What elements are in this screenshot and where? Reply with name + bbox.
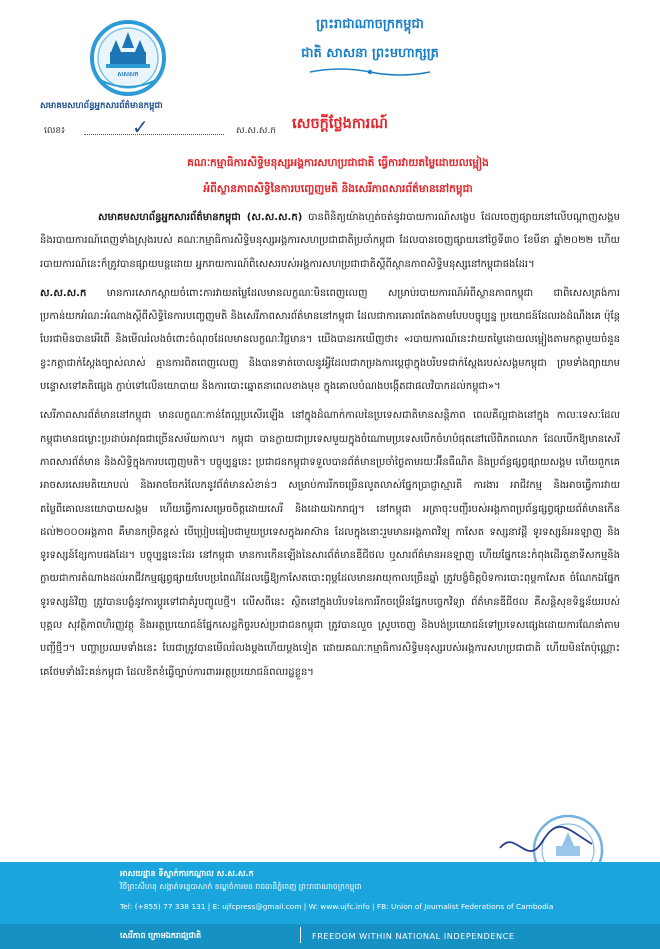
footer-slogan-kh: សេរីភាព ក្រោមឯករាជ្យជាតិ bbox=[120, 931, 202, 940]
footer-slogan-en: FREEDOM WITHIN NATIONAL INDEPENDENCE bbox=[312, 931, 515, 941]
statement-body bbox=[40, 206, 620, 690]
national-motto: ជាតិ សាសនា ព្រះមហាក្សត្រ bbox=[301, 46, 439, 61]
org-name: សមាគមសហព័ន្ធអ្នកសារព័ត៌មានកម្ពុជា bbox=[40, 101, 163, 111]
handwritten-check-icon: ✓ bbox=[132, 115, 149, 139]
kingdom-name: ព្រះរាជាណាចក្រកម្ពុជា bbox=[316, 17, 424, 32]
paragraph-lead: សមាគមសហព័ន្ធអ្នកសារព័ត៌មានកម្ពុជា (ស.ស.ស.ក) bbox=[98, 212, 303, 223]
footer-contact: Tel: (+855) 77 338 131 | E: ujfcpress@gmail.com | W: www.ujfc.info | FB: Union of Journalist Federations of Cambodia bbox=[120, 902, 554, 911]
footer-office-label: អាសយដ្ឋាន ទីស្នាក់ការកណ្តាល ស.ស.ស.ក bbox=[120, 869, 254, 878]
reference-code: ស.ស.ស.ក bbox=[236, 126, 277, 136]
kingdom-header bbox=[200, 16, 540, 64]
paragraph-2 bbox=[40, 282, 620, 398]
footer-address: វិថីព្រះសីហនុ សង្កាត់ទន្លេបាសាក់ ខណ្ឌចំការមន រាជធានីភ្នំពេញ ព្រះរាជាណាចក្រកម្ពុជា bbox=[120, 882, 362, 891]
ornament-divider-icon bbox=[300, 66, 440, 78]
reference-label: លេខ៖ bbox=[44, 126, 66, 136]
logo-text: សសសក bbox=[117, 71, 139, 78]
document-subtitle bbox=[78, 150, 598, 202]
paragraph-lead: ស.ស.ស.ក bbox=[40, 287, 87, 299]
union-logo bbox=[78, 18, 178, 98]
footer bbox=[0, 862, 660, 949]
subtitle-line: អំពីស្ថានភាពសិទ្ធិនៃការបញ្ចេញមតិ និងសេរីភាពសារព័ត៌មាននៅកម្ពុជា bbox=[203, 183, 473, 195]
footer-separator bbox=[300, 927, 301, 943]
subtitle-line: គណៈកម្មាធិការសិទ្ធិមនុស្សអង្គការសហប្រជាជាតិ ធ្វើការវាយតម្លៃដោយលម្អៀង bbox=[187, 157, 489, 169]
paragraph-3 bbox=[40, 404, 620, 684]
document-title: សេចក្តីថ្លែងការណ៍ bbox=[292, 116, 388, 132]
paragraph-text: មានការសោកស្តាយចំពោះការវាយតម្លៃដែលមានលក្ខណៈមិនពេញលេញ សម្រាប់របាយការណ៍អំពីស្ថានភាពកម្ពុជា ជាពិសេសត្រង់ការប្រកាន់យកអំណះអំណាងស្តីពីសិទ្ធិនៃការបញ្ចេញមតិ និងសេរីភាពសារព័ត៌មាននៅកម្ពុជា ដែលជាការគោរពតែងតាមបែបបច្ចុប្បន្ន ប្រយោជន៍ដែលរងដំណឹងគេ ប៉ុន្តែបែរជាមិនបានអើពើ និងមើលរំលងចំពោះចំណុចដែលមានលក្ខណៈវិជ្ជមាន។ យើងបានរកឃើញថា៖ «របាយការណ៍នេះវាយតម្លៃដោយលម្អៀងតាមកត្តាមួយចំនួនខ្វះកត្តាជាក់ស្តែងច្បាស់លាស់ គ្មានការពិតពេញលេញ និងបានទាត់ចោលនូវអ្វីដែលជាកម្រងការប្តេជ្ញាក្នុងបរិបទជាក់ស្តែងរបស់សង្គមកម្ពុជា ព្រមទាំងព្យាយាមបន្ទោសទៅគតិផ្សេង ភ្ជាប់ទៅលើនយោបាយ និងការបោះឆ្នោតនាពេលខាងមុខ ក្នុងគោលបំណងបង្កើតជាផលវិបាកដល់កម្ពុជា»។ bbox=[40, 287, 620, 393]
paragraph-1 bbox=[40, 206, 620, 276]
paragraph-text: សេរីភាពសារព័ត៌មាននៅកម្ពុជា មានលក្ខណៈកាន់តែល្អប្រសើរឡើង នៅក្នុងដំណាក់កាលនៃប្រទេសជាតិមានសន្តិភាព ពេលគឺល្អជាងនៅក្នុង កាលៈទេសៈដែលកម្ពុជាមានជម្លោះប្រដាប់អាវុធជាច្រើនសម័យកាល។ កម្ពុជា បានក្លាយជាប្រទេសមួយក្នុងចំណោមប្រទេសបើកចំហបំផុតនៅលើពិភពលោក ដែលបើកឱ្យមានសេរីភាពសារព័ត៌មាន និងសិទ្ធិក្នុងការបញ្ចេញមតិ។ បច្ចុប្បន្ននេះ ប្រជាជនកម្ពុជាទទួលបានព័ត៌មានប្រចាំថ្ងៃតាមរយៈអ៊ីនធឺណិត និងប្រព័ន្ធផ្សព្វផ្សាយសង្គម ហើយពួកគេអាចសរសេរមតិយោបល់ និងអាចចែករំលែកនូវព័ត៌មានសំខាន់ៗ សម្រាប់ការរីកចម្រើនលូតលាស់ផ្នែកប្រាជ្ញាស្មារតី ការងារ អាជីវកម្ម និងអាចធ្វើការវាយតម្លៃពីគោលនយោបាយសង្គម ហើយធ្វើការសម្រេចចិត្តដោយសេរី និងដោយឯករាជ្យ។ នៅកម្ពុជា អត្រាចុះបញ្ជីរបស់អង្គភាពប្រព័ន្ធផ្សព្វផ្សាយព័ត៌មានកើនដល់២០០០អង្គភាព គឺមានកម្រិតខ្ពស់ បើប្រៀបធៀបជាមួយប្រទេសក្នុងអាស៊ាន ដែលក្នុងនោះរួមមានអង្គភាពវិទ្យុ កាសែត ទស្សនាវដ្តី ទូរទស្សន៍អនឡាញ និងទូរទស្សន៍ខ្សែកាបផងដែរ។ បច្ចុប្បន្ននេះដែរ នៅកម្ពុជា មានការកើនឡើងនៃសារព័ត៌មានឌីជីថល ឬសារព័ត៌មានអនឡាញ ហើយផ្នែកនេះកំពុងដើរតួនាទីសកម្មនិងក្លាយជាការតំណាងដល់អាជីវកម្មផ្សព្វផ្សាយបែបប្រពៃណីដែលធ្វើឱ្យកាសែតបោះពុម្ពដែលមានអាយុកាលច្រើនឆ្នាំ ត្រូវបង្ខំចិត្តបិទការបោះពុម្ពកាសែត ចំណែកឯផ្នែកទូរទស្សន៍វិញ ត្រូវបានបង្ខំនូវការប្តូរទៅជាគំរូបញ្ចូលថ្មី។ លើសពីនេះ ស្ថិតនៅក្នុងបរិបទនៃការរីកចម្រើនផ្នែកបច្ចេកវិទ្យា ព័ត៌មានឌីជីថល គឺសន្តិសុខទិន្នន័យរបស់បុគ្គល សុវត្ថិភាពហិរញ្ញវត្ថុ និងអត្ថប្រយោជន៍ផ្នែកសេដ្ឋកិច្ចរបស់ប្រជាជនកម្ពុជា ត្រូវបានលួច ស្រូបចេញ និងបង់ប្រយោជន៍ទៅប្រទេសផ្សេងដោយការណែនាំតាមបញ្ជីថ្មីៗ។ បញ្ហាប្រឈមទាំងនេះ បែរជាត្រូវបានមើលរំលងម្តងហើយម្តងទៀត ដោយគណៈកម្មាធិការសិទ្ធិមនុស្សរបស់អង្គការសហប្រជាជាតិ ហើយមិនតែប៉ុណ្ណោះគេថែមទាំងរិះគន់កម្ពុជា ដែលខិតខំធ្វើច្បាប់ការពារអត្ថប្រយោជន៍ពលរដ្ឋខ្លួន។ bbox=[40, 410, 620, 678]
paragraph-text: បានពិនិត្យយ៉ាងហ្មត់ចត់នូវរបាយការណ៍សង្ខេប ដែលចេញផ្សាយនៅលើបណ្តាញសង្គមនិងរបាយការណ៍ពេញទាំងស្រុងរបស់ គណៈកម្មាធិការសិទ្ធិមនុស្សអង្គការសហប្រជាជាតិប្រចាំកម្ពុជា ដែលបានចេញផ្សាយនៅថ្ងៃទី៣០ ខែមីនា ឆ្នាំ២០២២ ហើយរបាយការណ៍នេះក៏ត្រូវបានផ្សាយបន្តដោយ អ្នករាយការណ៍ពិសេសរបស់អង្គការសហប្រជាជាតិស្តីពីស្ថានភាពសិទ្ធិមនុស្សនៅកម្ពុជាផងដែរ។ bbox=[40, 212, 620, 270]
